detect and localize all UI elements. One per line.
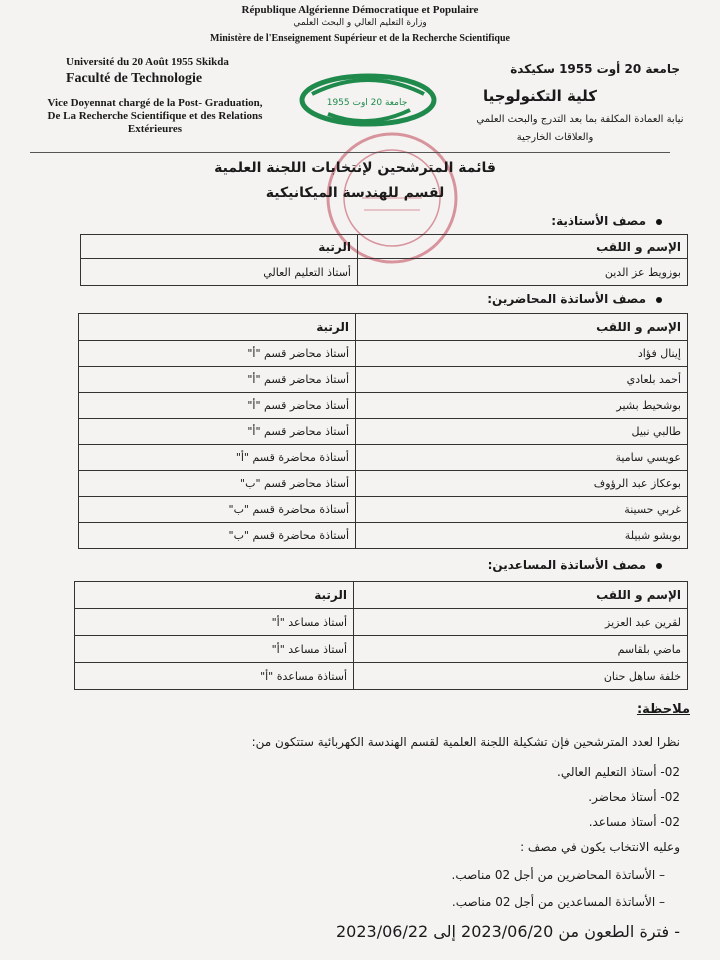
note-line: – الأساتذة المساعدين من أجل 02 مناصب. [451,895,665,909]
note-line: 02- أستاذ التعليم العالي. [557,765,680,779]
table-header-row [81,235,688,259]
note-line: وعليه الانتخاب يكون في مصف : [520,840,680,854]
candidate-name: لقرين عبد العزيز [354,609,688,636]
table-row [79,523,688,549]
section-heading-text: مصف الأساتذة المساعدين: [487,558,646,572]
note-line: 02- أستاذ محاضر. [588,790,680,804]
candidate-name: أحمد بلعادي [356,367,688,393]
document-title-line1: قائمة المترشحين لإنتخابات اللجنة العلمية [214,160,496,176]
section-heading-assistants [488,558,662,572]
logo-text: جامعة 20 اوت 1955 [326,98,408,108]
faculty-name-fr: Faculté de Technologie [66,71,203,86]
table-row [81,259,688,286]
table-row [79,341,688,367]
note-line: – الأساتذة المحاضرين من أجل 02 مناصب. [451,868,665,882]
candidate-rank: أستاذة مساعدة "أ" [75,663,354,690]
bullet-icon [656,563,662,569]
lecturers-table [78,313,688,549]
candidate-rank: أستاذ مساعد "أ" [75,636,354,663]
candidate-name: إينال فؤاد [356,341,688,367]
table-row [79,497,688,523]
col-name-header: الإسم و اللقب [358,235,688,259]
note-line: 02- أستاذ مساعد. [588,815,680,829]
table-row [75,636,688,663]
bullet-icon [656,297,662,303]
candidate-name: بوبشو شبيلة [356,523,688,549]
vice-dean-fr-line3: Extérieures [127,123,183,135]
republic-title: République Algérienne Démocratique et Populaire [241,4,479,16]
candidate-name: غربي حسينة [356,497,688,523]
table-row [79,471,688,497]
vice-dean-ar-line2: والعلاقات الخارجية [516,132,594,143]
table-row [75,609,688,636]
candidate-rank: أستاذ محاضر قسم "أ" [79,419,356,445]
candidate-name: عويسي سامية [356,445,688,471]
table-header-row [79,314,688,341]
table-header-row [75,582,688,609]
assistants-table [74,581,688,690]
university-logo [298,70,438,128]
candidate-rank: أستاذ مساعد "أ" [75,609,354,636]
col-rank-header: الرتبة [79,314,356,341]
vice-dean-fr-line2: De La Recherche Scientifique et des Relations [47,110,263,122]
candidate-rank: أستاذ محاضر قسم "أ" [79,367,356,393]
candidate-name: ماضي بلقاسم [354,636,688,663]
appeal-period-line: - فترة الطعون من 2023/06/20 إلى 2023/06/22 [336,922,680,941]
col-rank-header: الرتبة [81,235,358,259]
section-heading-lecturers [487,292,662,306]
candidate-rank: أستاذ محاضر قسم "أ" [79,341,356,367]
candidate-rank: أستاذ محاضر قسم "ب" [79,471,356,497]
table-row [79,393,688,419]
bullet-icon [656,219,662,225]
candidate-rank: أستاذ التعليم العالي [81,259,358,286]
professors-table [80,234,688,286]
candidate-name: بوزويط عز الدين [358,259,688,286]
candidate-name: بوعكاز عبد الرؤوف [356,471,688,497]
section-heading-professors [551,214,662,228]
candidate-name: خلفة ساهل حنان [354,663,688,690]
university-name-ar: جامعة 20 أوت 1955 سكيكدة [510,62,680,76]
candidate-name: بوشحيط بشير [356,393,688,419]
candidate-rank: أستاذ محاضر قسم "أ" [79,393,356,419]
section-heading-text: مصف الأستاذية: [551,214,646,228]
faculty-name-ar: كلية التكنولوجيا [482,87,598,105]
table-row [79,419,688,445]
ministry-title-fr: Ministère de l'Enseignement Supérieur et de la Recherche Scientifique [210,33,510,44]
table-row [79,445,688,471]
vice-dean-ar-line1: نيابة العمادة المكلفة بما بعد التدرج والبحث العلمي [476,114,684,125]
candidate-name: طالبي نبيل [356,419,688,445]
ministry-title-ar: وزارة التعليم العالي و البحث العلمي [293,18,427,28]
col-name-header: الإسم و اللقب [356,314,688,341]
note-heading: ملاحظة: [636,702,690,717]
vice-dean-fr-line1: Vice Doyennat chargé de la Post- Graduation, [47,97,263,109]
candidate-rank: أستاذة محاضرة قسم "ب" [79,497,356,523]
candidate-rank: أستاذة محاضرة قسم "ب" [79,523,356,549]
candidate-rank: أستاذة محاضرة قسم "أ" [79,445,356,471]
section-heading-text: مصف الأساتذة المحاضرين: [487,292,646,306]
table-row [79,367,688,393]
col-name-header: الإسم و اللقب [354,582,688,609]
document-title-line2: لقسم للهندسة الميكانيكية [265,185,445,201]
col-rank-header: الرتبة [75,582,354,609]
university-name-fr: Université du 20 Août 1955 Skikda [66,56,229,68]
table-row [75,663,688,690]
note-line: نظرا لعدد المترشحين فإن تشكيلة اللجنة العلمية لقسم الهندسة الكهربائية ستتكون من: [251,735,680,749]
header-divider [30,152,670,153]
